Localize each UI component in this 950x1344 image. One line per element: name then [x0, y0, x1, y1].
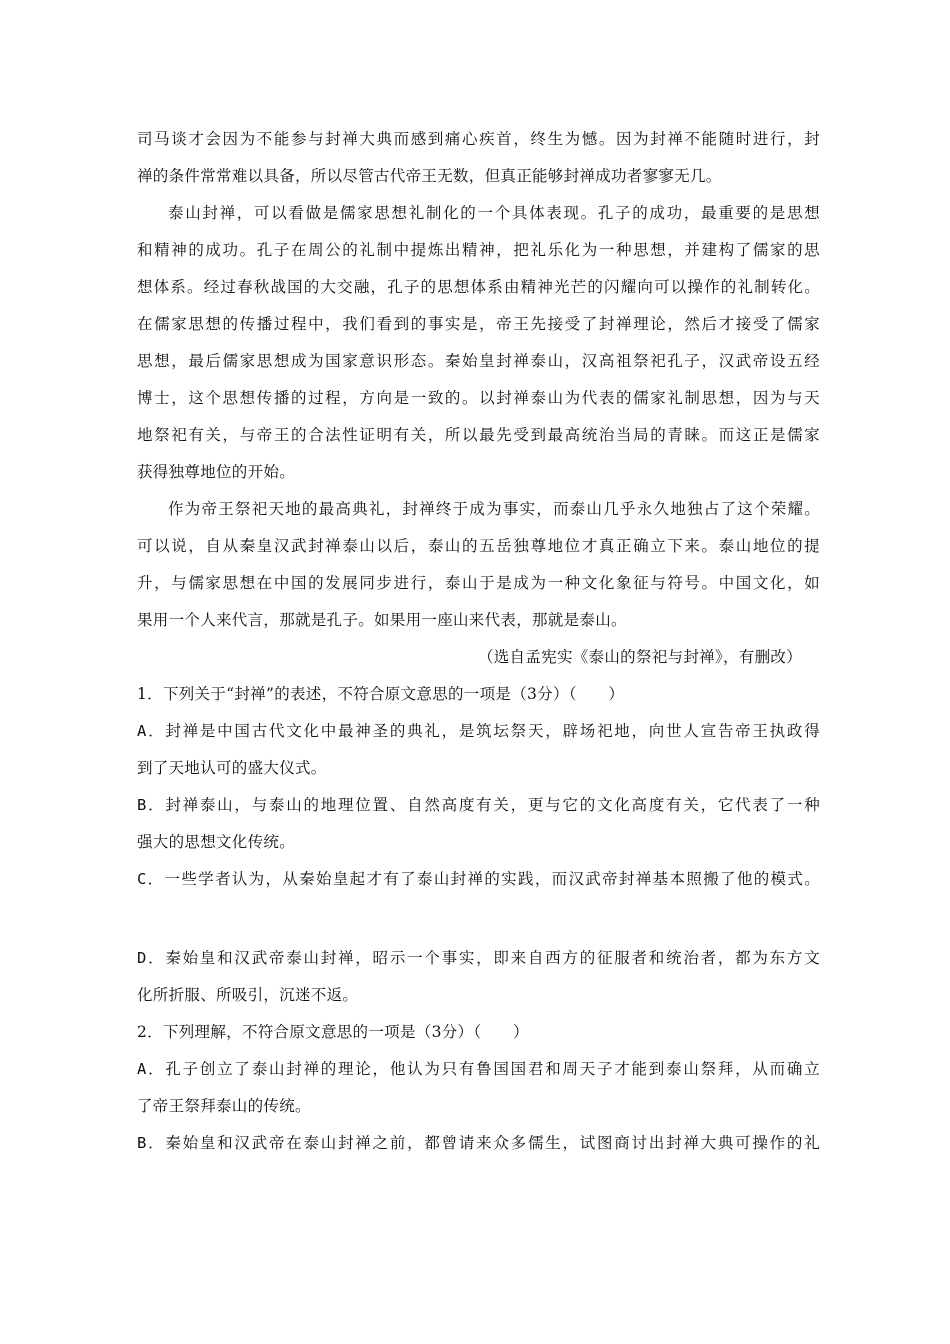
text-line: 想体系。经过春秋战国的大交融，孔子的思想体系由精神光芒的闪耀向可以操作的礼制转化。 [137, 278, 820, 296]
passage-paragraph [137, 195, 820, 491]
source-citation: （选自孟宪实《泰山的祭祀与封禅》，有删改） [477, 648, 802, 666]
text-line: 升，与儒家思想在中国的发展同步进行，泰山于是成为一种文化象征与符号。中国文化，如 [137, 574, 820, 592]
option-c [137, 861, 820, 898]
option-line: 强大的思想文化传统。 [137, 833, 296, 851]
document-page [137, 121, 820, 1162]
option-line: 化所折服、所吸引，沉迷不返。 [137, 986, 359, 1004]
question-1 [137, 676, 820, 1014]
question-2 [137, 1014, 820, 1162]
text-line: 博士，这个思想传播的过程，方向是一致的。以封禅泰山为代表的儒家礼制思想，因为与天 [137, 389, 820, 407]
option-line: A．孔子创立了泰山封禅的理论，他认为只有鲁国国君和周天子才能到泰山祭拜，从而确立 [137, 1060, 820, 1078]
option-line: A．封禅是中国古代文化中最神圣的典礼，是筑坛祭天，辟场祀地，向世人宣告帝王执政得 [137, 722, 820, 740]
option-b [137, 1125, 820, 1162]
text-line: 司马谈才会因为不能参与封禅大典而感到痛心疾首，终生为憾。因为封禅不能随时进行，封 [137, 130, 820, 148]
option-d [137, 940, 820, 1014]
option-line: 了帝王祭拜泰山的传统。 [137, 1097, 311, 1115]
passage-paragraph [137, 121, 820, 195]
option-b [137, 787, 820, 861]
option-line: B．封禅泰山，与泰山的地理位置、自然高度有关，更与它的文化高度有关，它代表了一种 [137, 796, 820, 814]
text-line: 思想，最后儒家思想成为国家意识形态。秦始皇封禅泰山，汉高祖祭祀孔子，汉武帝设五经 [137, 352, 820, 370]
text-line: 在儒家思想的传播过程中，我们看到的事实是，帝王先接受了封禅理论，然后才接受了儒家 [137, 315, 820, 333]
text-line: 泰山封禅，可以看做是儒家思想礼制化的一个具体表现。孔子的成功，最重要的是思想 [168, 204, 820, 222]
question-stem: 2．下列理解，不符合原文意思的一项是（3分）（ ） [137, 1023, 529, 1041]
option-line: D．秦始皇和汉武帝泰山封禅，昭示一个事实，即来自西方的征服者和统治者，都为东方文 [137, 949, 820, 967]
text-line: 地祭祀有关，与帝王的合法性证明有关，所以最先受到最高统治当局的青睐。而这正是儒家 [137, 426, 820, 444]
text-line: 可以说，自从秦皇汉武封禅泰山以后，泰山的五岳独尊地位才真正确立下来。泰山地位的提 [137, 537, 820, 555]
option-a [137, 713, 820, 787]
option-a [137, 1051, 820, 1125]
option-line: 到了天地认可的盛大仪式。 [137, 759, 327, 777]
spacer [137, 898, 820, 940]
text-line: 和精神的成功。孔子在周公的礼制中提炼出精神，把礼乐化为一种思想，并建构了儒家的思 [137, 241, 820, 259]
text-line: 果用一个人来代言，那就是孔子。如果用一座山来代表，那就是泰山。 [137, 611, 627, 629]
question-stem: 1．下列关于“封禅”的表述，不符合原文意思的一项是（3分）（ ） [137, 685, 625, 703]
text-line: 作为帝王祭祀天地的最高典礼，封禅终于成为事实，而泰山几乎永久地独占了这个荣耀。 [168, 500, 820, 518]
passage-paragraph [137, 491, 820, 639]
option-line: C．一些学者认为，从秦始皇起才有了泰山封禅的实践，而汉武帝封禅基本照搬了他的模式。 [137, 870, 820, 888]
text-line: 禅的条件常常难以具备，所以尽管古代帝王无数，但真正能够封禅成功者寥寥无几。 [137, 167, 722, 185]
text-line: 获得独尊地位的开始。 [137, 463, 296, 481]
option-line: B．秦始皇和汉武帝在泰山封禅之前，都曾请来众多儒生，试图商讨出封禅大典可操作的礼 [137, 1134, 820, 1152]
